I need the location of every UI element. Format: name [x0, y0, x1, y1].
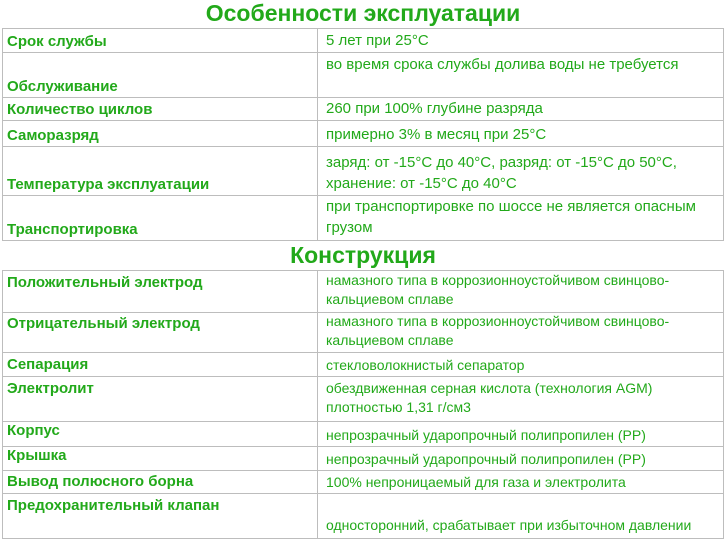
- row-label: Отрицательный электрод: [2, 312, 318, 352]
- table-row-safety-valve: [2, 494, 724, 539]
- row-value: стекловолокнистый сепаратор: [318, 353, 724, 376]
- row-value: во время срока службы долива воды не требуется: [318, 52, 724, 97]
- row-label: Транспортировка: [2, 196, 318, 240]
- row-value: непрозрачный ударопрочный полипропилен (PP): [318, 447, 724, 470]
- table-row-lid: [2, 447, 724, 471]
- table-row-terminal-output: [2, 471, 724, 494]
- row-value: намазного типа в коррозионноустойчивом свинцово-кальциевом сплаве: [318, 271, 724, 312]
- row-value: примерно 3% в месяц при 25°С: [318, 121, 724, 146]
- row-label: Сепарация: [2, 353, 318, 376]
- row-label: Положительный электрод: [2, 271, 318, 312]
- row-label: Предохранительный клапан: [2, 494, 318, 538]
- row-label: Температура эксплуатации: [2, 147, 318, 195]
- row-value: намазного типа в коррозионноустойчивом свинцово-кальциевом сплаве: [318, 312, 724, 352]
- table-row-transportation: [2, 196, 724, 241]
- row-value: 100% непроницаемый для газа и электролита: [318, 471, 724, 493]
- row-label: Количество циклов: [2, 98, 318, 120]
- row-value: при транспортировке по шоссе не является опасным грузом: [318, 196, 724, 240]
- row-label: Электролит: [2, 377, 318, 421]
- row-value: обездвиженная серная кислота (технология AGM) плотностью 1,31 г/см3: [318, 377, 724, 421]
- section-title-operation: Особенности эксплуатации: [205, 0, 521, 26]
- row-label: Вывод полюсного борна: [2, 471, 318, 493]
- table-row-maintenance: [2, 52, 724, 98]
- row-label: Крышка: [2, 447, 318, 470]
- table-row-positive-electrode: [2, 270, 724, 313]
- row-label: Корпус: [2, 422, 318, 446]
- table-row-electrolyte: [2, 377, 724, 422]
- row-label: Срок службы: [2, 29, 318, 52]
- section-title-construction: Конструкция: [290, 242, 436, 268]
- table-row-cycles: [2, 98, 724, 121]
- row-value: 5 лет при 25°С: [318, 29, 724, 52]
- table-row-service-life: [2, 28, 724, 53]
- table-row-case: [2, 422, 724, 447]
- row-value: непрозрачный ударопрочный полипропилен (PP): [318, 422, 724, 446]
- row-value: 260 при 100% глубине разряда: [318, 98, 724, 120]
- table-row-self-discharge: [2, 121, 724, 147]
- row-value: односторонний, срабатывает при избыточном давлении: [318, 494, 724, 538]
- row-value: заряд: от -15°С до 40°С, разряд: от -15°С до 50°С, хранение: от -15°С до 40°С: [318, 147, 724, 195]
- row-label: Саморазряд: [2, 121, 318, 146]
- table-row-negative-electrode: [2, 312, 724, 353]
- row-label: Обслуживание: [2, 52, 318, 97]
- table-row-separation: [2, 353, 724, 377]
- table-row-operating-temperature: [2, 147, 724, 196]
